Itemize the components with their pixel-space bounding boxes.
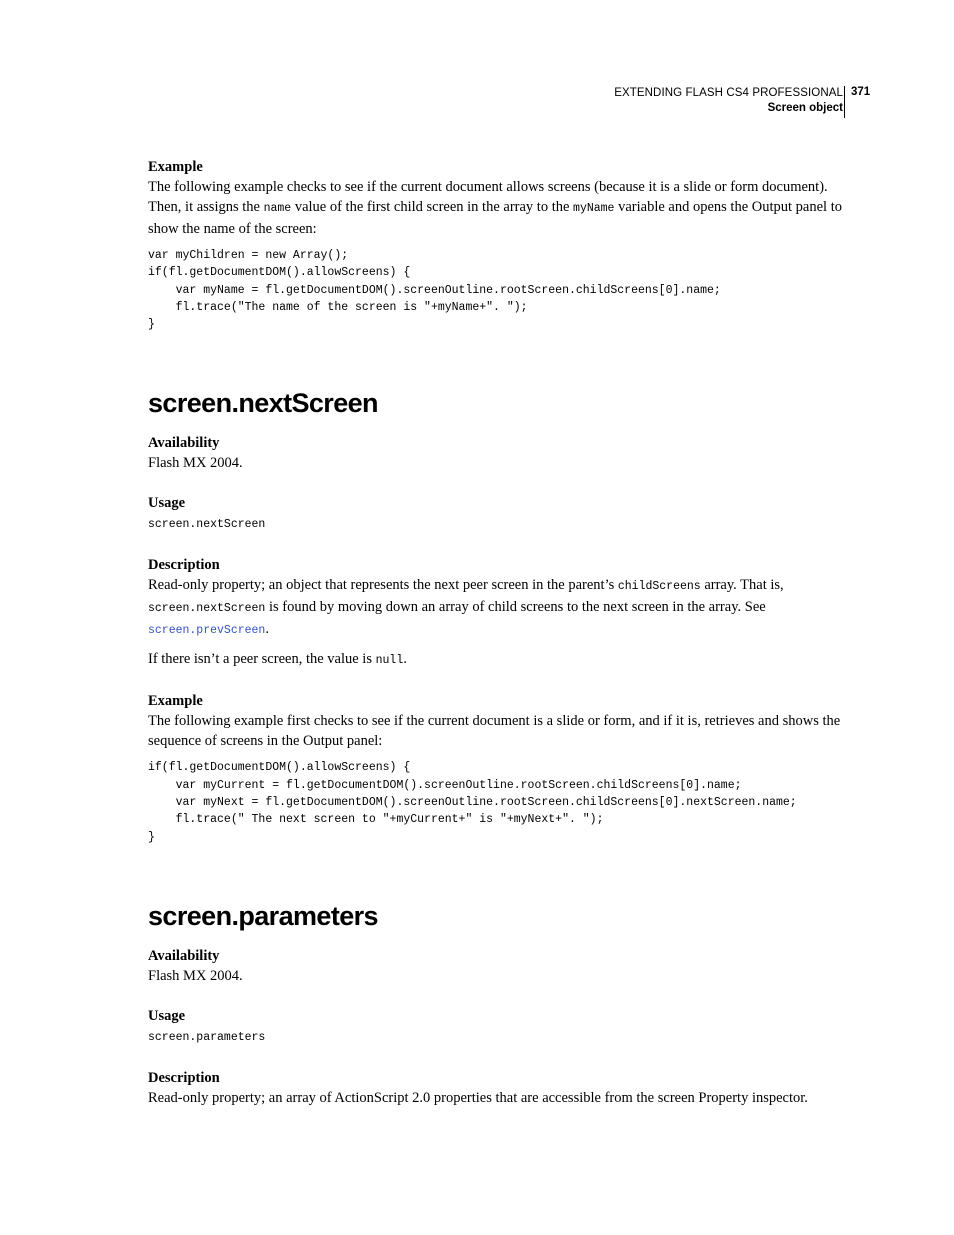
example-heading: Example [148, 693, 203, 710]
chapter-title: Screen object [767, 102, 843, 114]
code-sample: if(fl.getDocumentDOM().allowScreens) { var myCurrent = fl.getDocumentDOM().screenOutline.rootScreen.childScreens[0].name; var myNext = fl.getDocumentDOM().screenOutline.rootScreen.childScreens[0].nextScreen.name; fl.trace(" The next screen to "+myCurrent+" is "+myNext+". "); } [148, 761, 797, 844]
inline-code: name [263, 202, 292, 215]
availability-heading: Availability [148, 947, 220, 964]
availability-text: Flash MX 2004. [148, 455, 243, 472]
inline-code: childScreens [617, 580, 701, 594]
description-text: Read-only property; an array of ActionScript 2.0 properties that are accessible from the screen Property inspector. [148, 1089, 808, 1106]
code-sample: var myChildren = new Array(); if(fl.getDocumentDOM().allowScreens) { var myName = fl.getDocumentDOM().screenOutline.rootScreen.childScreens[0].name; fl.trace("The name of the screen is "+myName+". "); } [148, 249, 721, 332]
book-title: EXTENDING FLASH CS4 PROFESSIONAL [614, 87, 843, 99]
usage-heading: Usage [148, 495, 186, 512]
description-heading: Description [148, 1069, 220, 1086]
null-note: If there isn’t a peer screen, the value is null. [148, 651, 407, 668]
availability-heading: Availability [148, 435, 220, 452]
description-text: Read-only property; an object that represents the next peer screen in the parent’s childScreens array. That is, screen.nextScreen is found by moving down an array of child screens to the next screen in the array. See screen.prevScreen. [148, 577, 784, 638]
prevscreen-link[interactable]: screen.prevScreen [148, 624, 266, 638]
header-divider [844, 86, 845, 118]
example-description: The following example checks to see if the current document allows screens (because it is a slide or form document). Then, it assigns the name value of the first child screen in the array to the myName variable and opens the Output panel to show the name of the screen: [148, 179, 842, 237]
inline-code: myName [573, 202, 615, 215]
running-header [614, 86, 843, 116]
section-title-nextscreen: screen.nextScreen [148, 388, 378, 419]
inline-code: null [375, 654, 404, 668]
example-description: The following example first checks to see if the current document is a slide or form, and if it is, retrieves and shows the sequence of screens in the Output panel: [148, 713, 841, 750]
usage-text: screen.parameters [148, 1030, 266, 1044]
section-title-parameters: screen.parameters [148, 900, 378, 931]
usage-heading: Usage [148, 1007, 186, 1024]
description-heading: Description [148, 557, 220, 574]
page-content [148, 157, 843, 1108]
inline-code: screen.nextScreen [148, 602, 266, 616]
page-number: 371 [851, 86, 871, 98]
availability-text: Flash MX 2004. [148, 967, 243, 984]
example-heading: Example [148, 159, 203, 175]
usage-text: screen.nextScreen [148, 518, 266, 532]
